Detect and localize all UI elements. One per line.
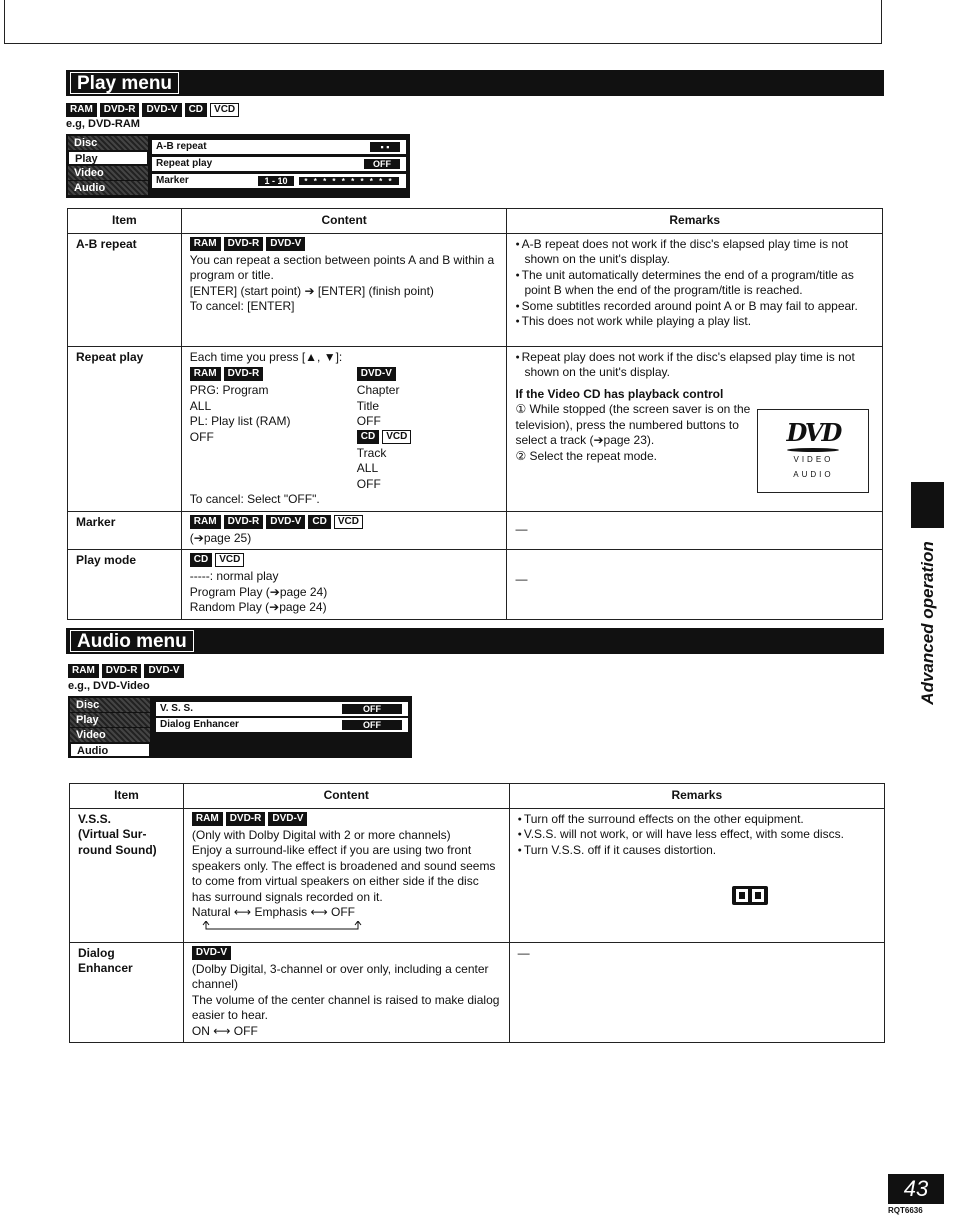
osd-row-marker[interactable] <box>152 174 406 188</box>
content-cell <box>181 550 507 620</box>
remarks-cell <box>507 346 883 511</box>
remark-item: ● Repeat play does not work if the disc's elapsed play time is not shown on the unit's display. <box>515 350 874 381</box>
osd-tab-play[interactable]: Play <box>70 713 150 727</box>
osd-tab-disc[interactable]: Disc <box>70 698 150 712</box>
badge-cd: CD <box>190 553 212 567</box>
osd-row-label: Dialog Enhancer <box>160 719 239 730</box>
dvd-logo-text: DVD <box>786 417 841 447</box>
osd-row-vss[interactable] <box>156 702 408 716</box>
osd-marker-dots: * * * * * * * * * * <box>298 176 400 186</box>
item-line: V.S.S. <box>78 811 111 826</box>
vcd-heading: If the Video CD has playback control <box>515 386 724 401</box>
osd-row-ab-repeat[interactable] <box>152 140 406 154</box>
remarks-cell: — <box>507 550 883 620</box>
header-content: Content <box>183 784 509 809</box>
table-row <box>68 233 883 346</box>
content-text: (➔page 25) <box>189 530 252 545</box>
audio-menu-osd <box>68 696 412 758</box>
mode-text: ALL <box>356 461 379 475</box>
badge-dvd-r: DVD-R <box>226 812 266 826</box>
badge-vcd: VCD <box>382 430 411 444</box>
osd-row-value: OFF <box>364 159 400 169</box>
content-cell <box>181 511 507 550</box>
remark-item: ● Turn V.S.S. off if it causes distortion. <box>518 843 876 859</box>
book-icon <box>730 883 770 907</box>
table-header-row <box>68 209 883 234</box>
table-header-row <box>70 784 885 809</box>
badge-cd: CD <box>308 515 330 529</box>
osd-tab-video[interactable]: Video <box>68 166 148 180</box>
top-frame <box>4 0 882 44</box>
play-menu-table <box>67 208 883 620</box>
badge-dvd-v: DVD-V <box>268 812 307 826</box>
osd-row-label: Repeat play <box>156 158 213 169</box>
badge-ram: RAM <box>192 812 223 826</box>
header-remarks: Remarks <box>509 784 884 809</box>
osd-tab-play[interactable]: Play <box>68 151 148 165</box>
table-row <box>70 942 885 1043</box>
badge-ram: RAM <box>190 367 221 381</box>
table-row <box>68 511 883 550</box>
osd-tab-disc[interactable]: Disc <box>68 136 148 150</box>
mode-text: PL: Play list (RAM) <box>189 414 291 428</box>
audio-menu-badges <box>68 664 184 678</box>
play-menu-bar <box>66 70 884 96</box>
item-line: (Virtual Sur- <box>78 827 147 841</box>
osd-row-dialog-enhancer[interactable] <box>156 718 408 732</box>
content-text: You can repeat a section between points A and B within a program or title. <box>189 252 495 282</box>
table-row <box>68 346 883 511</box>
badge-cd: CD <box>185 103 207 117</box>
play-menu-badges <box>66 103 239 117</box>
osd-row-repeat-play[interactable] <box>152 157 406 171</box>
header-content: Content <box>181 209 507 234</box>
osd-tab-audio[interactable]: Audio <box>70 743 150 757</box>
badge-dvd-v: DVD-V <box>357 367 396 381</box>
item-line: Enhancer <box>78 961 133 975</box>
content-cell <box>183 808 509 942</box>
page-number: 43 <box>888 1174 944 1204</box>
badge-vcd: VCD <box>210 103 239 117</box>
remark-item: ● V.S.S. will not work, or will have less effect, with some discs. <box>518 827 876 843</box>
table-row <box>70 808 885 942</box>
badge-dvd-v: DVD-V <box>142 103 181 117</box>
content-cell <box>183 942 509 1043</box>
remark-item: ● This does not work while playing a play list. <box>515 314 874 330</box>
side-tab-marker <box>911 482 944 528</box>
side-label-text: Advanced operation <box>918 541 937 705</box>
remarks-cell: — <box>509 942 884 1043</box>
audio-menu-bar <box>66 628 884 654</box>
mode-text: Title <box>356 398 380 413</box>
mode-text: Track <box>356 445 387 460</box>
mode-text: ALL <box>189 398 212 413</box>
item-ab-repeat: A-B repeat <box>68 233 182 346</box>
osd-row-label: Marker <box>156 175 189 186</box>
side-label <box>908 541 948 705</box>
item-line: Dialog <box>78 945 115 960</box>
play-menu-example: e.g, DVD-RAM <box>66 118 140 130</box>
dvd-logo-video: VIDEO <box>793 454 834 464</box>
content-text: The volume of the center channel is raised to make dialog easier to hear. <box>191 992 500 1022</box>
badge-cd: CD <box>357 430 379 444</box>
item-marker: Marker <box>68 511 182 550</box>
remarks-cell: — <box>507 511 883 550</box>
remark-item: ● A-B repeat does not work if the disc's elapsed play time is not shown on the unit's display. <box>515 237 874 268</box>
remarks-cell <box>507 233 883 346</box>
item-line: round Sound) <box>78 842 157 857</box>
dvd-logo-audio: AUDIO <box>793 469 834 479</box>
content-cell <box>181 233 507 346</box>
audio-menu-title: Audio menu <box>71 631 193 651</box>
item-vss <box>70 808 184 942</box>
content-text: Enjoy a surround-like effect if you are using two front speakers only. The effect is broadened and sound seems to come from virtual speakers on either side if the disc has surround signals recorded on it. <box>191 843 496 904</box>
mode-text: OFF <box>356 476 381 491</box>
content-text: [ENTER] (start point) ➔ [ENTER] (finish point) <box>189 283 434 298</box>
audio-menu-table <box>69 783 885 1043</box>
header-item: Item <box>68 209 182 234</box>
cycle-arrow-icon <box>192 921 372 933</box>
item-repeat-play: Repeat play <box>68 346 182 511</box>
item-play-mode: Play mode <box>68 550 182 620</box>
play-menu-osd <box>66 134 410 198</box>
osd-row-label: A-B repeat <box>156 141 207 152</box>
osd-row-label: V. S. S. <box>160 703 193 714</box>
vcd-step: ② Select the repeat mode. <box>515 448 657 463</box>
osd-tab-video[interactable]: Video <box>70 728 150 742</box>
content-text: Natural ⟷ Emphasis ⟷ OFF <box>191 905 356 919</box>
mode-text: PRG: Program <box>189 383 269 397</box>
badge-ram: RAM <box>190 237 221 251</box>
content-text: Each time you press [▲, ▼]: <box>189 349 343 364</box>
content-text: ON ⟷ OFF <box>191 1023 258 1038</box>
badge-dvd-v: DVD-V <box>266 515 305 529</box>
content-text: To cancel: Select "OFF". <box>189 492 320 506</box>
badge-ram: RAM <box>68 664 99 678</box>
badge-ram: RAM <box>190 515 221 529</box>
badge-dvd-r: DVD-R <box>224 367 264 381</box>
osd-row-value: ▪ ▪ <box>370 142 400 152</box>
content-text: Program Play (➔page 24) <box>189 584 328 599</box>
header-remarks: Remarks <box>507 209 883 234</box>
dvd-logo-icon <box>757 409 869 493</box>
badge-dvd-v: DVD-V <box>144 664 183 678</box>
remarks-cell <box>509 808 884 942</box>
mode-text: Chapter <box>356 383 400 397</box>
osd-row-value: OFF <box>342 704 402 714</box>
content-text: To cancel: [ENTER] <box>189 299 295 313</box>
badge-ram: RAM <box>66 103 97 117</box>
remark-item: ● Some subtitles recorded around point A or B may fail to appear. <box>515 299 874 315</box>
badge-vcd: VCD <box>215 553 244 567</box>
mode-text: OFF <box>189 429 214 444</box>
content-text: -----: normal play <box>189 569 279 583</box>
doc-code: RQT6636 <box>888 1206 923 1215</box>
badge-dvd-r: DVD-R <box>224 237 264 251</box>
table-row <box>68 550 883 620</box>
play-menu-title: Play menu <box>71 73 178 93</box>
content-text: (Only with Dolby Digital with 2 or more channels) <box>191 827 451 842</box>
mode-text: OFF <box>356 414 381 428</box>
audio-menu-example: e.g., DVD-Video <box>68 680 150 692</box>
badge-dvd-v: DVD-V <box>266 237 305 251</box>
badge-dvd-r: DVD-R <box>102 664 142 678</box>
badge-dvd-v: DVD-V <box>192 946 231 960</box>
content-text: (Dolby Digital, 3-channel or over only, including a center channel) <box>191 961 489 991</box>
content-cell <box>181 346 507 511</box>
vcd-step: ① While stopped (the screen saver is on the television), press the numbered buttons to select a track (➔page 23). <box>515 402 751 447</box>
badge-dvd-r: DVD-R <box>100 103 140 117</box>
osd-row-value: 1 - 10 <box>258 176 294 186</box>
header-item: Item <box>70 784 184 809</box>
item-dialog-enhancer <box>70 942 184 1043</box>
badge-dvd-r: DVD-R <box>224 515 264 529</box>
remark-item: ● Turn off the surround effects on the other equipment. <box>518 812 876 828</box>
content-text: Random Play (➔page 24) <box>189 600 327 614</box>
osd-tab-audio[interactable]: Audio <box>68 181 148 195</box>
badge-vcd: VCD <box>334 515 363 529</box>
remark-item: ● The unit automatically determines the end of a program/title as point B when the end of the program/title is reached. <box>515 268 874 299</box>
osd-row-value: OFF <box>342 720 402 730</box>
